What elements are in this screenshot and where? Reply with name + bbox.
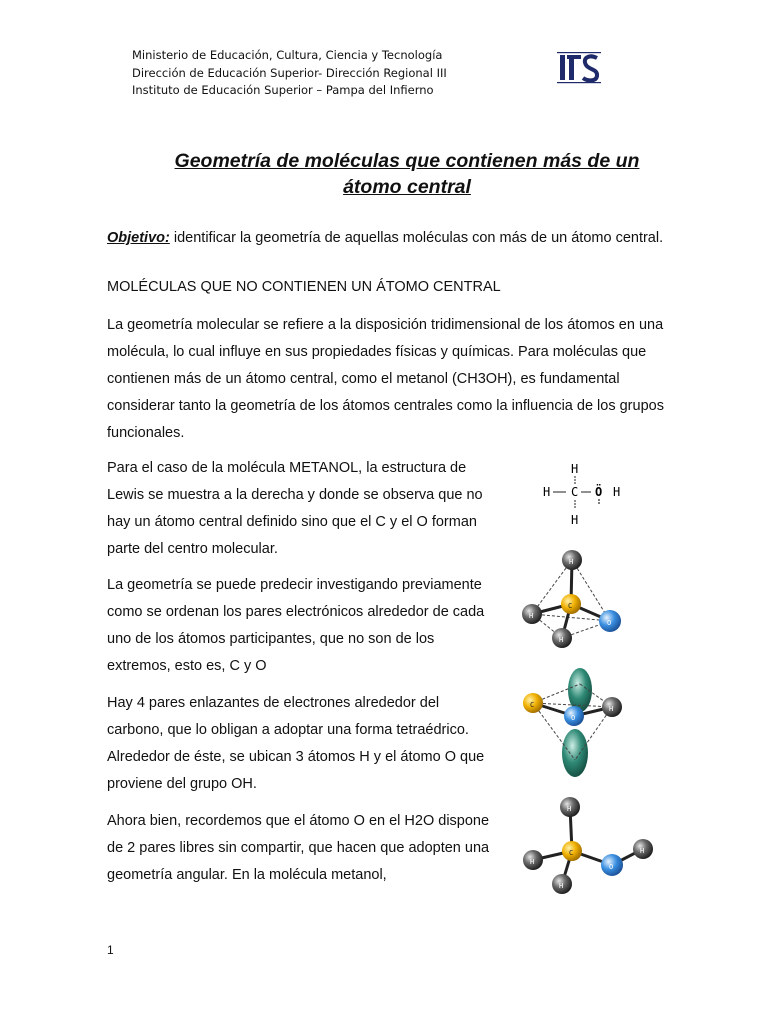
paragraph-oxygen-pairs: Ahora bien, recordemos que el átomo O en el H2O dispone de 2 pares libres sin compartir, que hacen que adopten una geometría angular. En la molécula metanol,: [107, 813, 490, 883]
lewis-h-left: H: [543, 485, 551, 499]
paragraph-prediction: La geometría se puede predecir investigando previamente como se ordenan los pares electrónicos alrededor de cada uno de los átomos participantes, que no son de los extremos, esto es, C y O: [107, 577, 485, 674]
atom-label-h: H: [567, 805, 572, 813]
lone-pair-lobe: [562, 729, 588, 777]
atom-label-c: C: [568, 602, 573, 610]
atom-label-o: O: [571, 714, 576, 722]
title-line-2: átomo central: [343, 176, 471, 198]
paragraph-methanol-lewis: Para el caso de la molécula METANOL, la estructura de Lewis se muestra a la derecha y donde se observa que no hay un átomo central definido sino que el C y el O forman parte del centro molecular.: [107, 460, 483, 557]
molecule-model-oxygen-lone-pairs: [515, 664, 635, 782]
atom-label-h: H: [559, 636, 564, 644]
lewis-h-top: H: [571, 462, 579, 476]
objective-text: identificar la geometría de aquellas moléculas con más de un átomo central.: [169, 230, 664, 246]
header-line-ministry: Ministerio de Educación, Cultura, Ciencia y Tecnología: [132, 48, 443, 62]
molecule-model-tetrahedral: [515, 545, 635, 657]
atom-label-c: C: [569, 849, 574, 857]
header-line-direction: Dirección de Educación Superior- Dirección Regional III: [132, 65, 447, 80]
atom-label-o: O: [607, 619, 612, 627]
page-number: 1: [107, 943, 114, 957]
institution-header: [132, 47, 447, 100]
institute-logo: [553, 46, 605, 88]
lewis-h-right: H: [613, 485, 621, 499]
atom-label-h: H: [559, 882, 564, 890]
lewis-structure-methanol: [535, 456, 635, 536]
atom-label-h: H: [529, 612, 534, 620]
atom-label-c: C: [530, 701, 535, 709]
objective-label: Objetivo:: [107, 230, 170, 246]
atom-label-h: H: [530, 858, 535, 866]
lewis-c: C: [571, 485, 579, 499]
lewis-h-bottom: H: [571, 513, 579, 527]
atom-label-h: H: [609, 705, 614, 713]
title-line-1: Geometría de moléculas que contienen más de un: [174, 150, 640, 172]
paragraph-intro: La geometría molecular se refiere a la disposición tridimensional de los átomos en una molécula, lo cual influye en sus propiedades físicas y químicas. Para moléculas que contienen más de un átomo central, como el metanol (CH3OH), es fundamental considerar tanto la geometría de los átomos centrales como la influencia de los grupos funcionales.: [107, 317, 664, 441]
objective-paragraph: [107, 230, 667, 247]
molecule-model-methanol: [515, 793, 665, 905]
paragraph-carbon-pairs: Hay 4 pares enlazantes de electrones alrededor del carbono, que lo obligan a adoptar una forma tetraédrico. Alrededor de éste, se ubican 3 átomos H y el átomo O que proviene del grupo OH.: [107, 695, 485, 792]
atom-label-h: H: [569, 558, 574, 566]
atom-label-o: O: [609, 863, 614, 871]
atom-label-h: H: [640, 847, 645, 855]
document-title: [150, 148, 664, 200]
section-heading: MOLÉCULAS QUE NO CONTIENEN UN ÁTOMO CENTRAL: [107, 279, 501, 295]
lewis-o: Ö: [595, 485, 603, 499]
header-line-institute: Instituto de Educación Superior – Pampa del Infierno: [132, 83, 434, 97]
